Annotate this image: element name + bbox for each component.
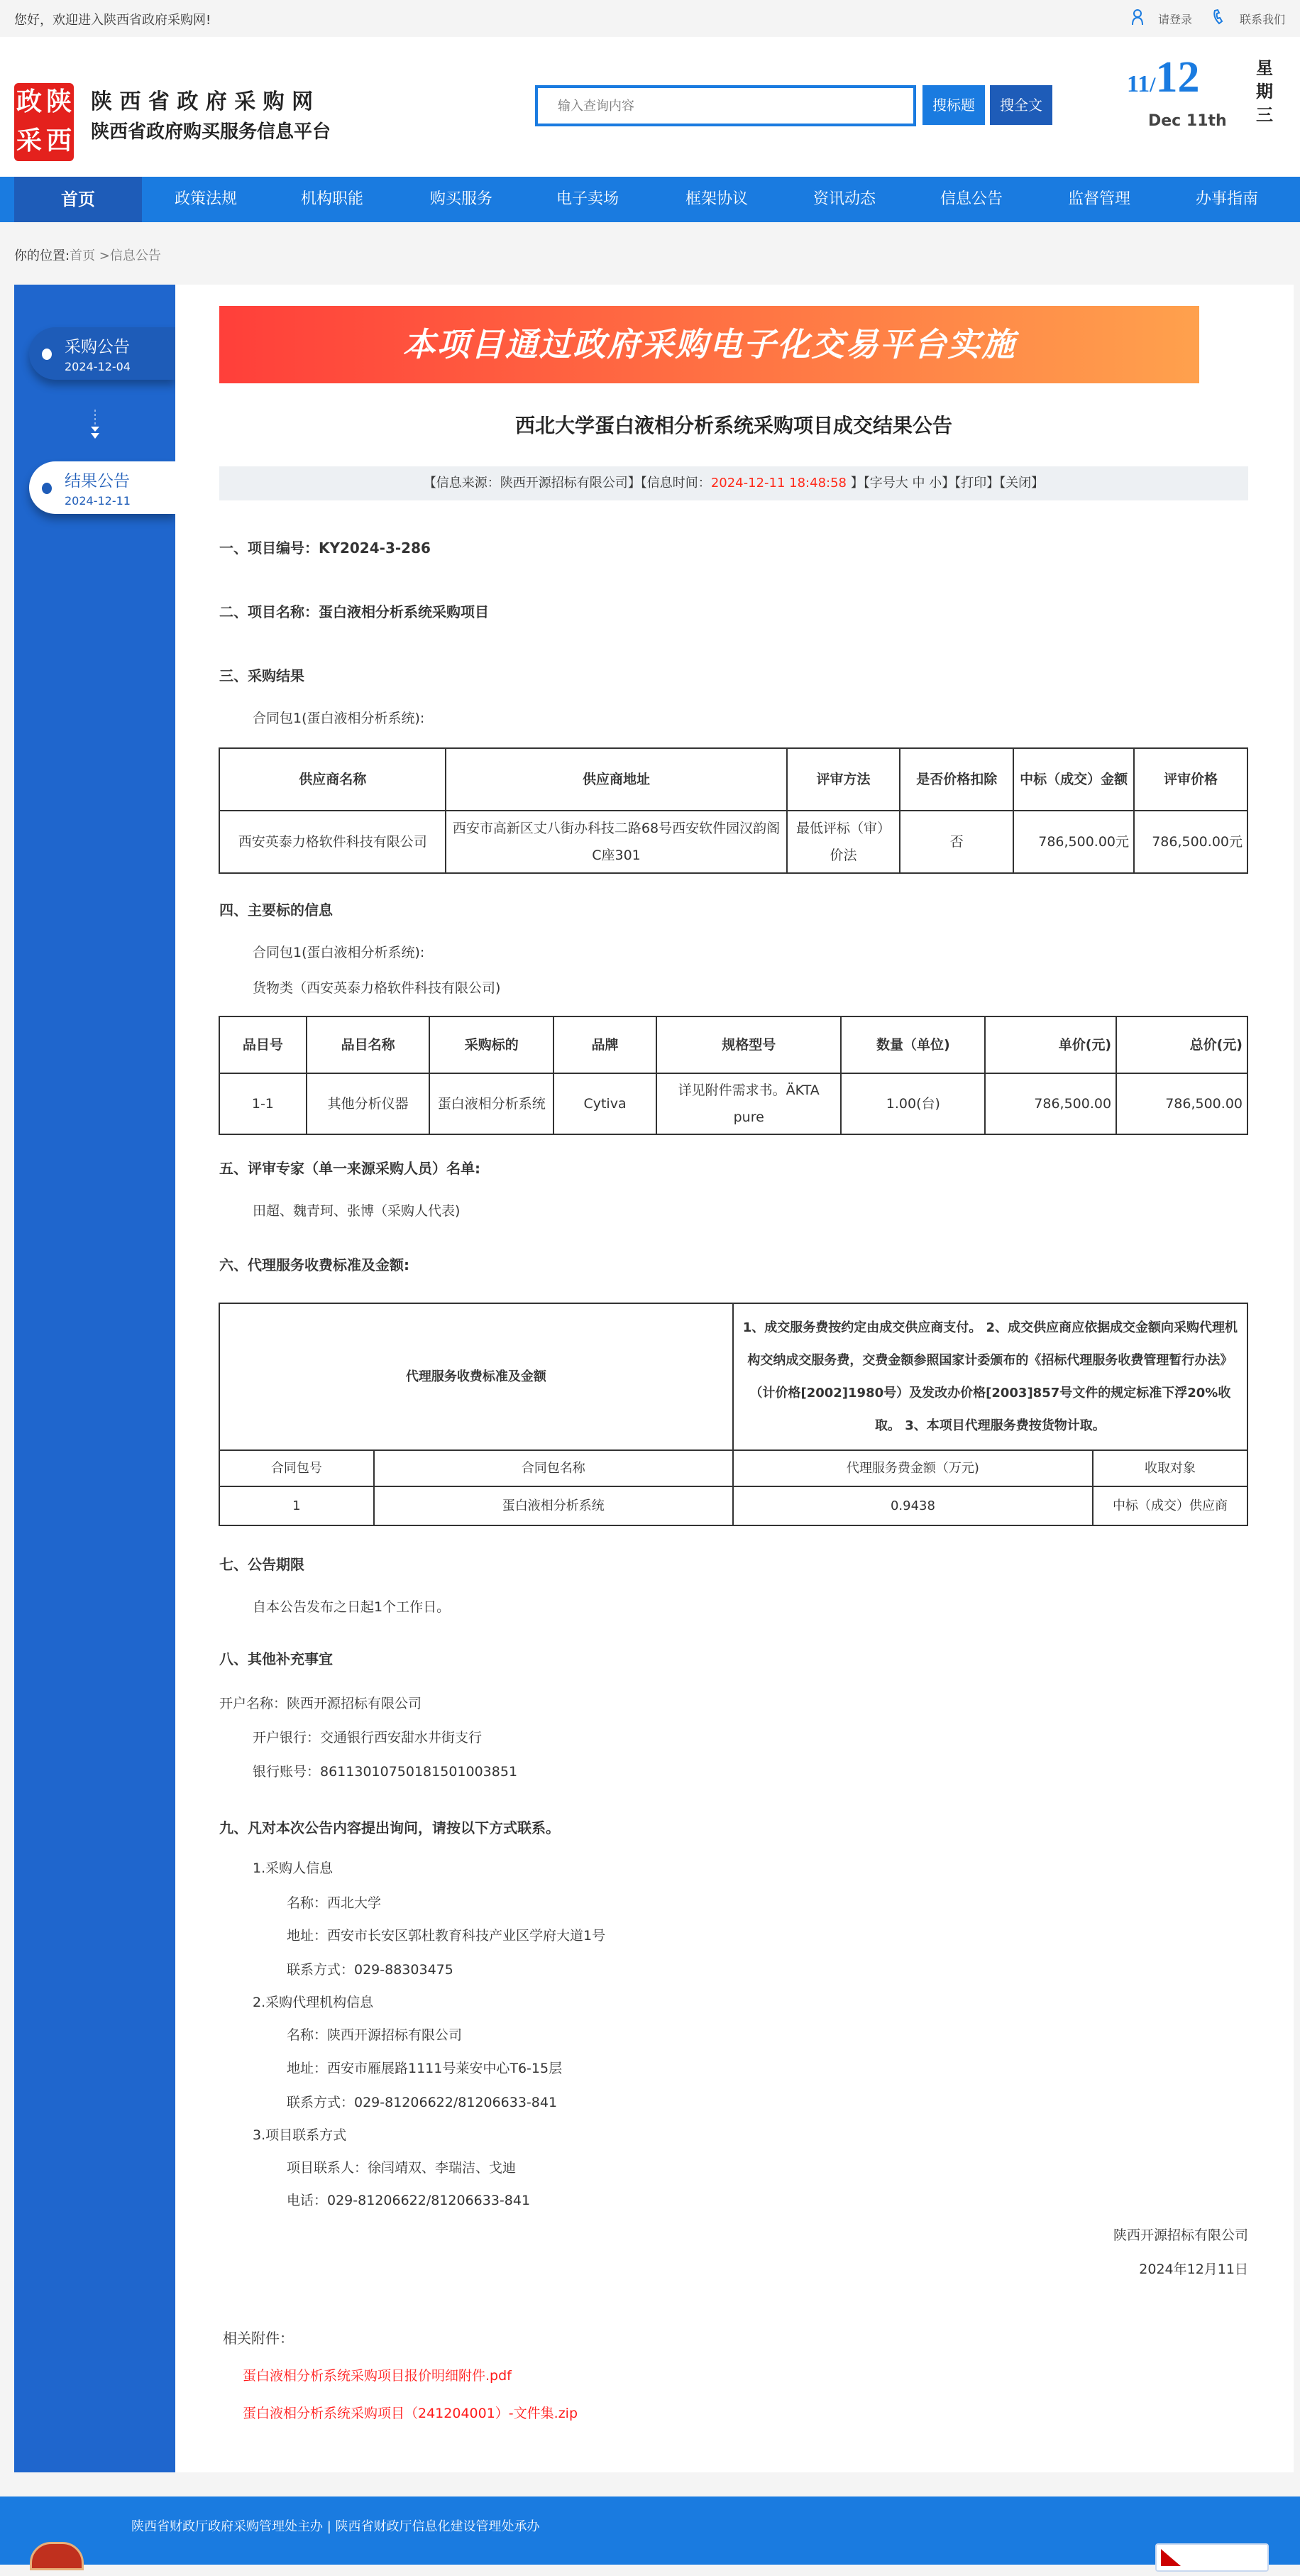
- search-input[interactable]: [535, 85, 916, 126]
- section-period: 七、公告期限: [219, 1556, 304, 1573]
- date-english: Dec 11th: [1148, 112, 1227, 130]
- cell: 详见附件需求书。ÄKTA pure: [656, 1073, 842, 1134]
- footer: [0, 2496, 1300, 2565]
- font-small-button[interactable]: 小: [929, 476, 942, 490]
- date-display: [1127, 53, 1199, 103]
- col-header: 是否价格扣除: [900, 748, 1013, 811]
- breadcrumb-prefix: 你的位置:: [14, 248, 70, 263]
- table-row: [219, 1073, 1247, 1134]
- print-button[interactable]: 】【打印】: [942, 476, 1000, 490]
- site-logo[interactable]: [14, 83, 74, 161]
- nav-supervision[interactable]: 监督管理: [1067, 190, 1130, 208]
- logo-char: 西: [45, 126, 72, 155]
- nav-home[interactable]: 首页: [14, 177, 142, 222]
- contact-line: 项目联系人：徐闫靖双、李瑞洁、戈迪: [287, 2160, 517, 2176]
- col-header: 品目号: [219, 1016, 307, 1073]
- col-header: 中标（成交）金额: [1013, 748, 1134, 811]
- welcome-text: 您好，欢迎进入陕西省政府采购网!: [14, 13, 211, 28]
- search-full-button[interactable]: 搜全文: [990, 85, 1052, 125]
- platform-banner: 本项目通过政府采购电子化交易平台实施: [219, 306, 1199, 383]
- section-results: 三、采购结果: [219, 667, 304, 684]
- account-name: 开户名称：陕西开源招标有限公司: [219, 1696, 422, 1711]
- site-subtitle: 陕西省政府购买服务信息平台: [91, 121, 331, 143]
- header: [0, 37, 1300, 177]
- section-contact: 九、凡对本次公告内容提出询问，请按以下方式联系。: [219, 1819, 560, 1836]
- account-number: 银行账号：861130107501815010038​51: [253, 1764, 518, 1780]
- article-info-bar: [219, 466, 1248, 500]
- logo-char: 陕: [45, 87, 72, 116]
- col-header: 单价(元): [985, 1016, 1116, 1073]
- cell: 786,500.00元: [1013, 811, 1134, 873]
- nav-services[interactable]: 购买服务: [429, 190, 492, 208]
- items-table: [219, 1016, 1248, 1135]
- col-header: 品目名称: [307, 1016, 430, 1073]
- contact-link[interactable]: 联系我们: [1240, 13, 1286, 26]
- timeline-label: 采购公告: [65, 338, 130, 356]
- cell: 1.00(台): [841, 1073, 985, 1134]
- fee-label-cell: 代理服务收费标准及金额: [219, 1303, 733, 1450]
- timeline-date: 2024-12-11: [65, 494, 131, 508]
- table-header-row: [219, 1016, 1247, 1073]
- col-header: 供应商地址: [446, 748, 786, 811]
- contact-line: 名称：西北大学: [287, 1895, 382, 1911]
- contact-line: 联系方式：029-88303475: [287, 1962, 453, 1978]
- col-header: 合同包号: [219, 1450, 374, 1486]
- emblem-icon: [30, 2542, 84, 2570]
- section-other: 八、其他补充事宜: [219, 1650, 333, 1667]
- contact-line: 名称：陕西开源招标有限公司: [287, 2027, 463, 2043]
- arrow-down-icon: [89, 410, 101, 439]
- package-label: 合同包1(蛋白液相分析系统):: [253, 945, 425, 960]
- cell: 1: [219, 1486, 374, 1525]
- cell: 786,500.00: [1116, 1073, 1247, 1134]
- attachment-link[interactable]: 蛋白液相分析系统采购项目报价明细附件.pdf: [243, 2368, 512, 2384]
- date-sep: /: [1150, 73, 1156, 97]
- col-header: 评审方法: [787, 748, 900, 811]
- dot-icon: [42, 483, 52, 494]
- cell: 最低评标（审）价法: [787, 811, 900, 873]
- timeline-date: 2024-12-04: [65, 360, 131, 373]
- logo-char: 采: [16, 126, 42, 155]
- fee-description-cell: 1、成交服务费按约定由成交供应商支付。 2、成交供应商应依据成交金额向采购代理机构交纳成交服务费，交费金额参照国家计委颁布的《招标代理服务收费管理暂行办法》（计价格[2002]1980号）及发改办价格[2003]857号文件的规定标准下浮20%收取。 3、本项目代理服务费按货物计取。: [733, 1303, 1247, 1450]
- cell: 西安英泰力格软件科技有限公司: [219, 811, 446, 873]
- user-icon: [1131, 9, 1144, 26]
- col-header: 供应商名称: [219, 748, 446, 811]
- goods-category: 货物类（西安英泰力格软件科技有限公司): [253, 980, 501, 996]
- top-bar: [0, 0, 1300, 37]
- cell: 中标（成交）供应商: [1093, 1486, 1247, 1525]
- cell: 0.9438: [733, 1486, 1093, 1525]
- fees-table: [219, 1303, 1248, 1526]
- contact-line: 地址：西安市雁展路1111号莱安中心T6-15层: [287, 2061, 563, 2076]
- search-title-button[interactable]: 搜标题: [922, 85, 985, 125]
- breadcrumb-home[interactable]: 首页: [70, 248, 96, 263]
- table-row: [219, 811, 1247, 873]
- account-bank: 开户银行：交通银行西安甜水井街支行: [253, 1730, 483, 1745]
- logo-char: 政: [16, 87, 42, 116]
- attachments-label: 相关附件：: [223, 2330, 294, 2347]
- table-row: [219, 1303, 1247, 1450]
- sign-date: 2024年12月11日: [1139, 2262, 1248, 2277]
- contact-group: 3.项目联系方式: [253, 2127, 347, 2143]
- breadcrumb: [14, 246, 161, 264]
- close-button[interactable]: 【关闭】: [999, 476, 1045, 490]
- col-header: 规格型号: [656, 1016, 842, 1073]
- expert-names: 田超、魏青珂、张博（采购人代表): [253, 1203, 461, 1219]
- weekday: 星期三: [1256, 58, 1273, 125]
- section-items: 四、主要标的信息: [219, 901, 333, 919]
- section-experts: 五、评审专家（单一来源采购人员）名单:: [219, 1160, 480, 1177]
- info-fontsize-label: 】【字号: [850, 476, 896, 490]
- cell: 蛋白液相分析系统: [429, 1073, 553, 1134]
- section-project-number: 一、项目编号：KY2024-3-286: [219, 539, 431, 557]
- gov-badge[interactable]: [1155, 2543, 1269, 2572]
- date-day: 12: [1155, 53, 1200, 102]
- attachment-link[interactable]: 蛋白液相分析系统采购项目（241204001）-文件集.zip: [243, 2406, 578, 2421]
- nav-notices[interactable]: 信息公告: [940, 190, 1003, 208]
- breadcrumb-sep: >: [95, 248, 110, 263]
- col-header: 评审价格: [1134, 748, 1247, 811]
- login-link[interactable]: 请登录: [1158, 13, 1193, 26]
- contact-group: 1.采购人信息: [253, 1860, 334, 1876]
- section-fees: 六、代理服务收费标准及金额:: [219, 1256, 409, 1273]
- phone-icon: [1212, 9, 1226, 26]
- table-header-row: [219, 1450, 1247, 1486]
- nav-framework[interactable]: 框架协议: [685, 190, 748, 208]
- info-source: 【信息来源：陕西开源招标有限公司】【信息时间：: [423, 476, 711, 490]
- col-header: 收取对象: [1093, 1450, 1247, 1486]
- table-row: [219, 1486, 1247, 1525]
- nav-policy[interactable]: 政策法规: [174, 190, 237, 208]
- contact-group: 2.采购代理机构信息: [253, 1995, 374, 2010]
- date-month: 11: [1127, 71, 1150, 97]
- footer-text: 陕西省财政厅政府采购管理处主办 | 陕西省财政厅信息化建设管理处承办: [131, 2519, 540, 2534]
- font-large-button[interactable]: 大: [895, 476, 908, 490]
- signer: 陕西开源招标有限公司: [1113, 2227, 1248, 2243]
- nav-emall[interactable]: 电子卖场: [556, 190, 619, 208]
- timeline-sidebar: [14, 285, 175, 2472]
- timeline-item-procurement[interactable]: [29, 327, 175, 380]
- cell: 蛋白液相分析系统: [374, 1486, 733, 1525]
- info-time: 2024-12-11 18:48:58: [710, 476, 847, 490]
- cell: 其他分析仪器: [307, 1073, 430, 1134]
- nav-org[interactable]: 机构职能: [300, 190, 363, 208]
- cell: 否: [900, 811, 1013, 873]
- col-header: 合同包名称: [374, 1450, 733, 1486]
- contact-line: 电话：029-81206622/81206633-841: [287, 2193, 531, 2208]
- cell: 1-1: [219, 1073, 307, 1134]
- contact-line: 联系方式：029-81206622/81206633-841: [287, 2095, 558, 2110]
- col-header: 代理服务费金额（万元): [733, 1450, 1093, 1486]
- font-medium-button[interactable]: 中: [912, 476, 925, 490]
- table-header-row: [219, 748, 1247, 811]
- main-nav: [0, 177, 1300, 222]
- breadcrumb-current[interactable]: 信息公告: [109, 248, 161, 263]
- cell: Cytiva: [553, 1073, 656, 1134]
- col-header: 采购标的: [429, 1016, 553, 1073]
- section-project-name: 二、项目名称：蛋白液相分析系统采购项目: [219, 603, 489, 620]
- site-title: 陕 西 省 政 府 采 购 网: [91, 89, 314, 114]
- col-header: 品牌: [553, 1016, 656, 1073]
- package-label: 合同包1(蛋白液相分析系统):: [253, 711, 425, 726]
- timeline-label: 结果公告: [65, 472, 130, 490]
- article-title: 西北大学蛋白液相分析系统采购项目成交结果公告: [514, 414, 952, 437]
- timeline-item-result[interactable]: [29, 461, 175, 514]
- cell: 786,500.00元: [1134, 811, 1247, 873]
- col-header: 总价(元): [1116, 1016, 1247, 1073]
- results-table: [219, 747, 1248, 874]
- nav-guide[interactable]: 办事指南: [1195, 190, 1258, 208]
- contact-line: 地址：西安市长安区郭杜教育科技产业区学府大道1号: [287, 1928, 606, 1944]
- period-text: 自本公告发布之日起1个工作日。: [253, 1599, 451, 1615]
- dot-icon: [42, 349, 52, 360]
- cell: 786,500.00: [985, 1073, 1116, 1134]
- nav-news[interactable]: 资讯动态: [812, 190, 876, 208]
- col-header: 数量（单位): [841, 1016, 985, 1073]
- cell: 西安市高新区丈八街办科技二路68号西安软件园汉韵阁C座301: [446, 811, 786, 873]
